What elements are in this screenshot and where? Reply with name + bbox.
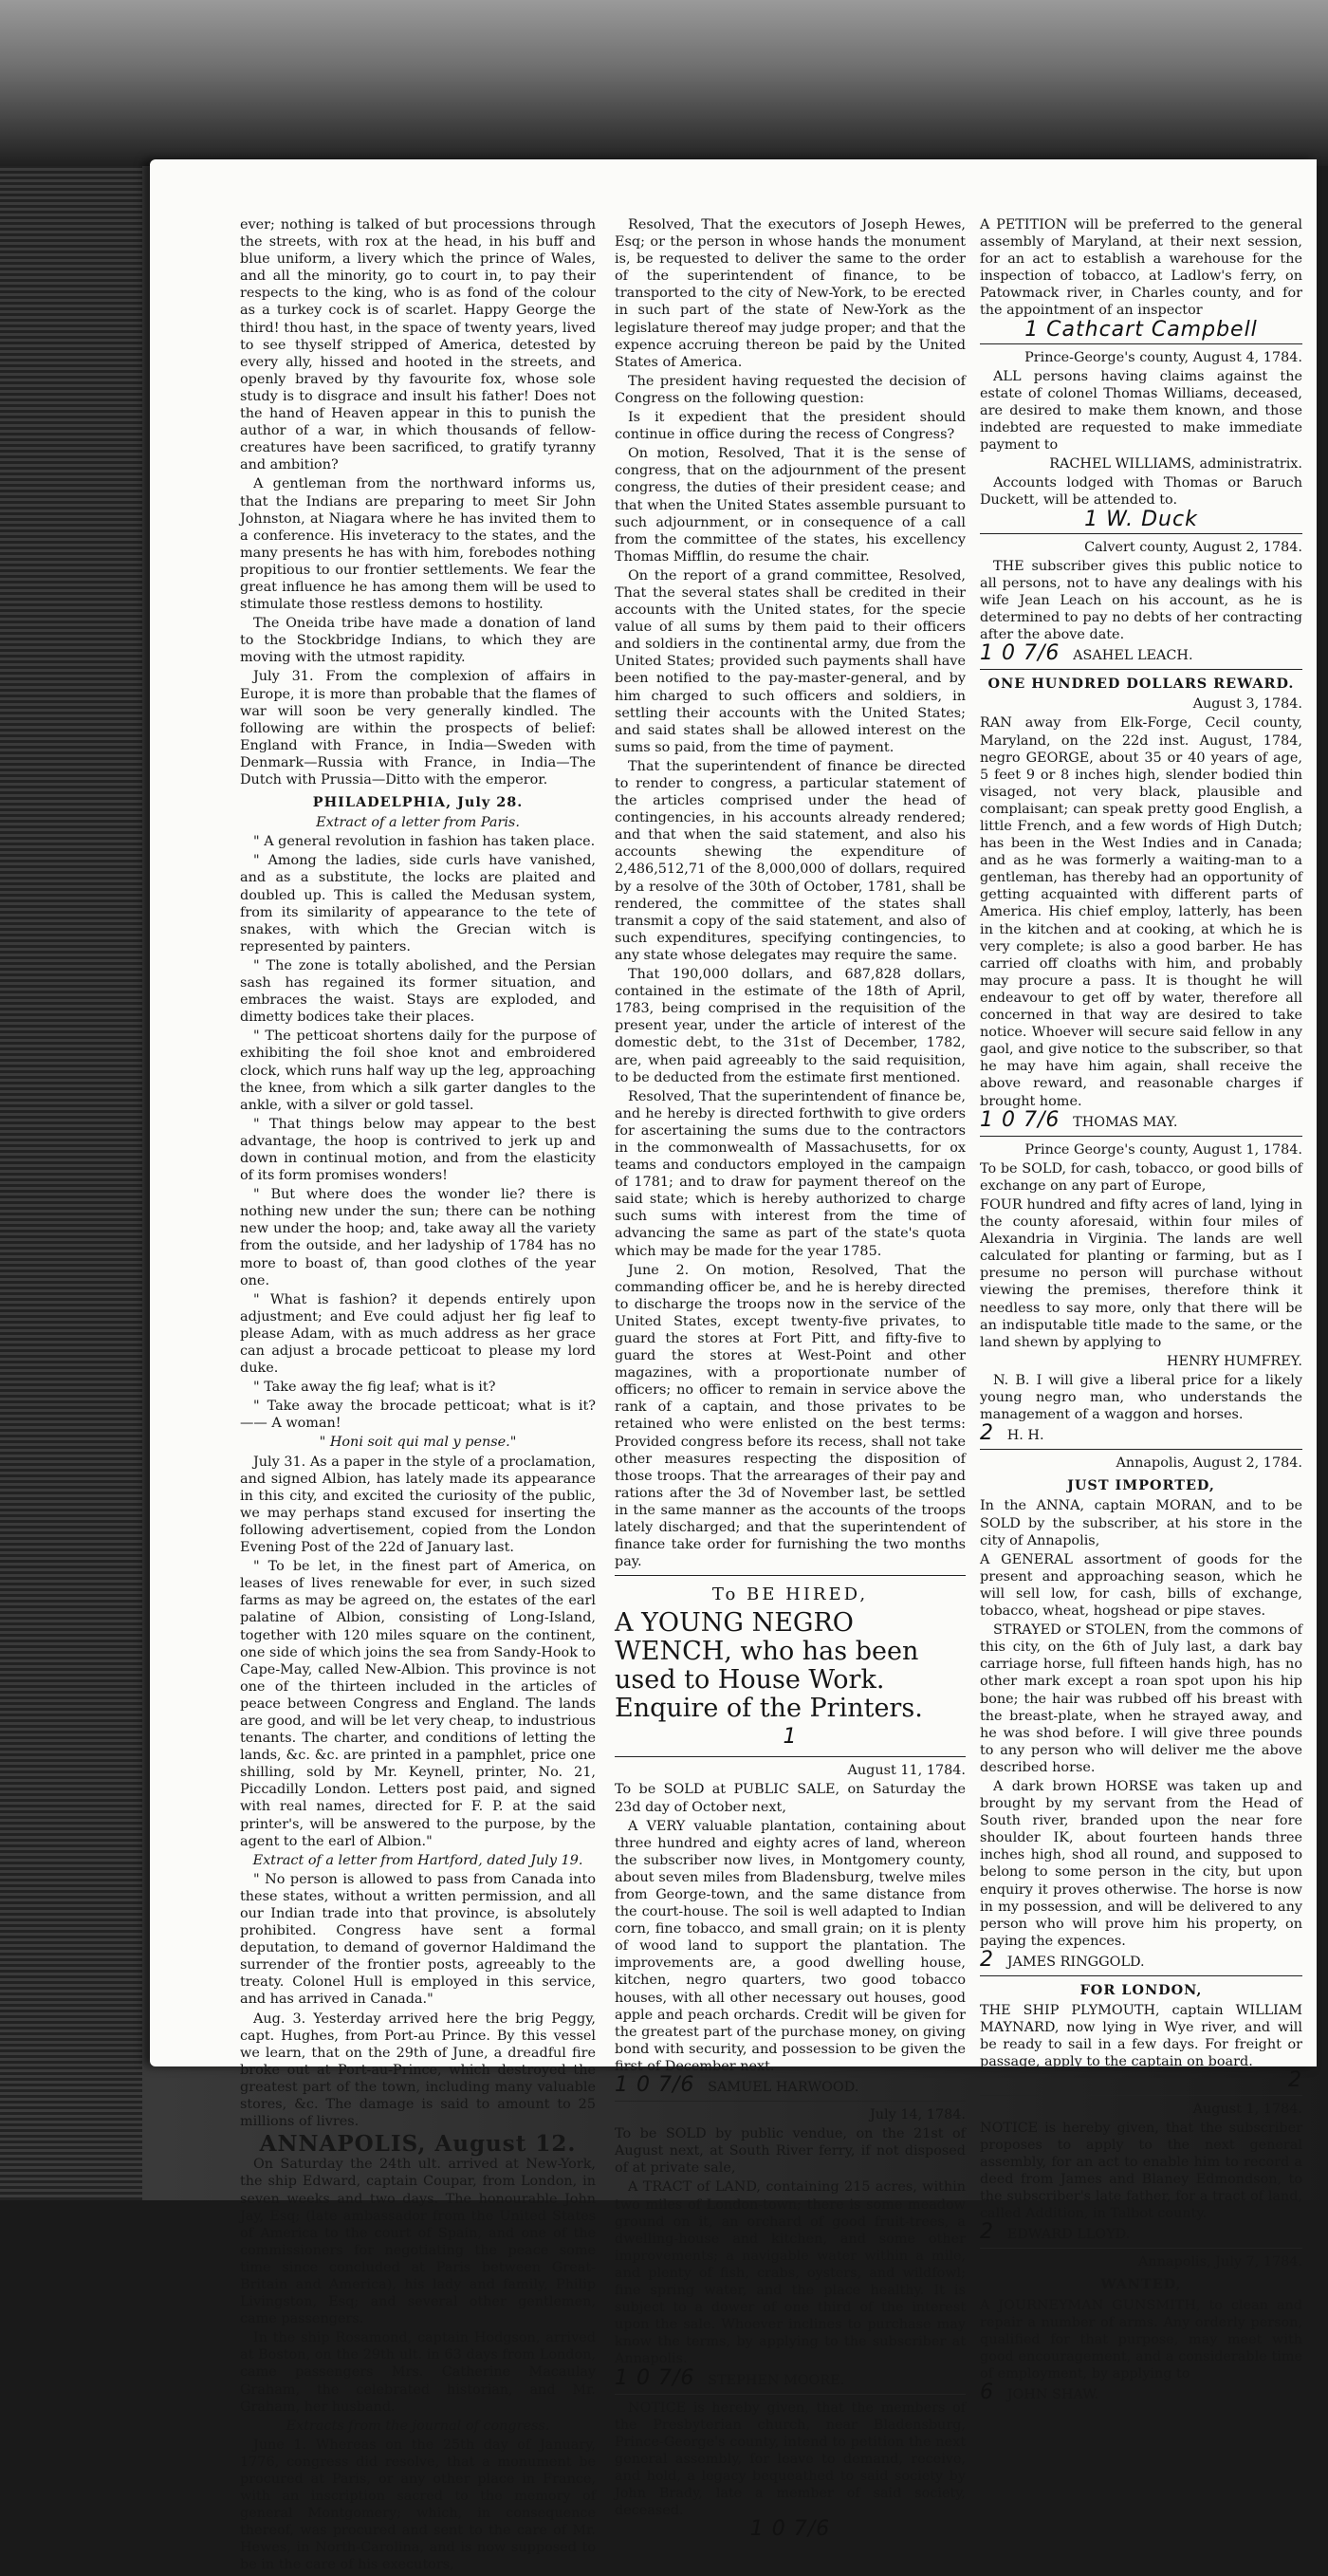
ad-signature-line (980, 2220, 1302, 2245)
hire-advertisement (615, 1581, 966, 1751)
ad-signature-line (980, 2380, 1302, 2404)
ad-body: THE subscriber gives this public notice to all persons, not to have any dealings with his wife Jean Leach on his account, as he is determined to pay no debts of her contracting after the above date. (980, 558, 1302, 643)
handwritten-signature: 1 W. Duck (1084, 507, 1198, 531)
handwritten-mark: 1 0 7/6 (980, 1107, 1061, 1132)
handwritten-mark: 6 (980, 2380, 994, 2404)
ad-date: Prince George's county, August 1, 1784. (1024, 1141, 1302, 1158)
ad-body: N. B. I will give a liberal price for a likely young negro man, who understands the management of a waggon and horses. (980, 1372, 1302, 1423)
handwritten-signature: 1 Cathcart Campbell (1024, 317, 1258, 342)
signature: H. H. (1006, 1428, 1044, 1444)
ad-heading: To be SOLD by public vendue, on the 21st of August next, at South River ferry, if not disposed of at private sale, (615, 2126, 966, 2177)
ad-body: NOTICE is hereby given, that the members of the Presbyterian church, near Bladensburg, Prince-George's county, intend to petition the next general assembly, for leave to demand, receive, and hold, a legacy bequeathed to said society by John Brady, late a member of said society, deceased. (615, 2400, 966, 2519)
divider (980, 533, 1302, 534)
divider (980, 1975, 1302, 1976)
divider (615, 2394, 966, 2395)
subheading: Extract of a letter from Paris. (316, 815, 520, 831)
handwritten-mark: 2 (980, 1947, 994, 1972)
signature: THOMAS MAY. (1073, 1114, 1178, 1130)
handwritten-mark: 1 0 7/6 (749, 2517, 831, 2542)
paragraph: On Saturday the 24th ult. arrived at New-York, the ship Edward, captain Coupar, from London, in seven weeks and two days. The honourable John Jay, Esq; (late ambassador from the United States of America to the court of Spain, and one of the commissioners for negotiating the peace some time since concluded at Paris between Great-Britain and America), his lady and family, Philip Livingston, Esq; and several other gentlemen, came passengers. (240, 2157, 596, 2327)
signature: HENRY HUMFREY. (1166, 1353, 1302, 1369)
paragraph: In the ship Rosamond, captain Hodgson, arrived at Boston, on the 29th ult. in 63 days from London, came passengers Mrs. Catherine Macaulay Graham, the celebrated historian, and Mr. Graham, her husband. (240, 2330, 596, 2415)
ad-body: A JOURNEYMAN GUNSMITH, to clean and repair a number of arms. Any orderly person, qualified for that purpose, may meet with good encouragement, and a considerable time of employment, by applying to (980, 2297, 1302, 2381)
paragraph: " Take away the fig leaf; what is it? (253, 1380, 496, 1396)
paragraph: That 190,000 dollars, and 687,828 dollars, contained in the estimate of the 18th of April, 1783, being comprised in the requisition of the present year, under the article of interest of the domestic debt, to the 31st of December, 1782, are, when paid agreeably to the said requisition, to be deducted from the estimate first mentioned. (615, 967, 966, 1085)
ad-date: July 14, 1784. (869, 2107, 966, 2123)
divider (980, 2248, 1302, 2249)
paragraph: A gentleman from the northward informs us, that the Indians are preparing to meet Sir John Johnston, at Niagara where he has invited them to a conference. His inveteracy to the states, and the many presents he has with him, forebodes nothing propitious to our frontier settlements. We fear the great influence he has among them will be used to stimulate those restless demons to hostility. (240, 476, 596, 613)
paragraph: Is it expedient that the president should continue in office during the recess of Congress? (615, 410, 966, 443)
signature: EDWARD LLOYD. (1006, 2227, 1131, 2243)
paragraph: ever; nothing is talked of but processions through the streets, with rox at the head, in his buff and blue uniform, a livery which the prince of Wales, and all the minority, go to court in, to pay their respects to the king, who is as fond of the colour as a turkey cock is of scarlet. Happy George the third! thou hast, in the space of twenty years, lived to see thyself stripped of America, detested by every ally, hissed and hooted in the streets, and openly braved by thy favourite fox, whose sole study is to disgrace and insult his father! Does not the hand of Heaven appear in this to punish the author of a war, in which thousands of fellow-creatures have been sacrificed, to gratify tyranny and ambition? (240, 217, 596, 473)
paragraph: On motion, Resolved, That it is the sense of congress, that on the adjournment of the present congress, the duties of their president cease; and that when the United States assemble pursuant to such adjournment, or in consequence of a call from the committee of the states, his excellency Thomas Mifflin, do resume the chair. (615, 446, 966, 565)
paragraph: July 31. As a paper in the style of a proclamation, and signed Albion, has lately made its appearance in this city, and excited the curiosity of the public, we may perhaps stand excused for inserting the following advertisement, copied from the London Evening Post of the 22d of January last. (240, 1454, 596, 1556)
ad-body: FOUR hundred and fifty acres of land, lying in the county aforesaid, within four miles of Alexandria in Virginia. The lands are well calculated for planting or farming, but as I presume no person will purchase without viewing the premises, therefore think it needless to say more, only that there will be an indisputable title made to the same, or the land shewn by applying to (980, 1196, 1302, 1350)
divider (980, 2095, 1302, 2096)
ad-signature-line (980, 1107, 1302, 1132)
annapolis-heading: ANNAPOLIS, August 12. (259, 2131, 577, 2158)
handwritten-mark: 2 (1288, 2068, 1302, 2093)
ad-heading: JUST IMPORTED, (1067, 1477, 1215, 1494)
paragraph: " No person is allowed to pass from Canada into these states, without a written permission, and all our Indian trade into that province, is absolutely prohibited. Congress have sent a formal deputation, to demand of governor Haldimand the surrender of the frontier posts, agreeably to the treaty. Colonel Hull is employed in this service, and has arrived in Canada." (240, 1871, 596, 2008)
paragraph: " Take away the brocade petticoat; what is it?—— A woman! (240, 1399, 596, 1432)
ad-body: A VERY valuable plantation, containing about three hundred and eighty acres of land, whereon the subscriber now lives, in Montgomery county, about seven miles from Bladensburg, twelve miles from George-town, and the same distance from the court-house. The soil is well adapted to Indian corn, fine tobacco, and small grain; on it is plenty of wood land to support the plantation. The improvements are, a good dwelling house, kitchen, negro quarters, two good tobacco houses, with all other necessary out houses, good apple and peach orchards. Credit will be given for the greatest part of the purchase money, on giving bond with security, and possession to be given the first of December next. (615, 1818, 966, 2074)
signature: ASAHEL LEACH. (1073, 648, 1193, 664)
paragraph: Aug. 3. Yesterday arrived here the brig Peggy, capt. Hughes, from Port-au Prince. By this vessel we learn, that on the 29th of June, a dreadful fire broke out at Port-au-Prince, which destroyed the greatest part of the town, including many valuable stores, &c. The damage is said to amount to 25 millions of livres. (240, 2011, 596, 2130)
ad-signature-line (615, 2073, 966, 2097)
ad-body: A PETITION will be preferred to the general assembly of Maryland, at their next session, for an act to establish a warehouse for the inspection of tobacco, at Ladlow's ferry, on Patowmack river, in Charles county, and for the appointment of an inspector (980, 217, 1302, 319)
ad-signature-line (980, 1421, 1302, 1446)
divider (615, 2101, 966, 2102)
ad-body: THE SHIP PLYMOUTH, captain WILLIAM MAYNARD, now lying in Wye river, and will be ready to sail in a few days. For freight or passage, apply to the captain on board. (980, 2003, 1302, 2070)
signature: SAMUEL HARWOOD. (708, 2080, 859, 2095)
paragraph: " The zone is totally abolished, and the Persian sash has regained its former situation, and embraces the waist. Stays are exploded, and dimetty bodices take their places. (240, 957, 596, 1026)
handwritten-mark: 2 (980, 2220, 994, 2245)
signature: STEPHEN MOORE. (708, 2372, 845, 2388)
ad-date: August 1, 1784. (1192, 2101, 1302, 2117)
book-top-edge (0, 0, 1328, 166)
handwritten-mark: 2 (980, 1421, 994, 1446)
ad-body: STRAYED or STOLEN, from the commons of this city, on the 6th of July last, a dark bay carriage horse, full fifteen hands high, has no other mark except a roan spot upon his hip bone; the hair was rubbed off his breast with the breast-plate, when he strayed away, and he was shod before. I will give three pounds to any person who will deliver me the above described horse. (980, 1622, 1302, 1775)
ad-body: Accounts lodged with Thomas or Baruch Duckett, will be attended to. (980, 475, 1302, 509)
signature: JOHN SHAW. (1006, 2386, 1099, 2402)
motto: " Honi soit qui mal y pense." (319, 1435, 517, 1451)
ad-date: August 11, 1784. (847, 1763, 966, 1779)
reward-heading: ONE HUNDRED DOLLARS REWARD. (987, 676, 1295, 693)
paragraph: " But where does the wonder lie? there is nothing new under the sun; there can be nothing new under the hoop; and, take away all the variety from the outside, and her ladyship of 1784 has no more to boast of, than good clothes of the year one. (240, 1187, 596, 1288)
column-1 (240, 216, 596, 2576)
ad-heading: FOR LONDON, (1079, 1982, 1203, 1998)
paragraph: " Among the ladies, side curls have vanished, and as a substitute, the locks are plaited and doubled up. This is called the Medusan system, from its similarity of appearance to the tete of snakes, with which the Grecian witch is represented by painters. (240, 853, 596, 954)
paragraph: " That things below may appear to the best advantage, the hoop is contrived to jerk up and down in continual motion, and from the elasticity of its form promises wonders! (240, 1116, 596, 1184)
ad-date: Prince-George's county, August 4, 1784. (1024, 349, 1302, 365)
paragraph: On the report of a grand committee, Resolved, That the several states shall be credited in their accounts with the United states, for the specie value of all sums by them paid to their officers and soldiers in the continental army, due from the United States; provided such payments shall have been notified to the pay-master-general, and by him charged to such officers and soldiers, in settling their accounts with the United States; and said states shall be allowed interest on the sums so paid, from the time of payment. (615, 567, 966, 755)
handwritten-mark: 1 0 7/6 (615, 2073, 695, 2097)
paragraph: The Oneida tribe have made a donation of land to the Stockbridge Indians, to which they are moving with the utmost rapidity. (240, 616, 596, 666)
philadelphia-heading: PHILADELPHIA, July 28. (312, 794, 524, 811)
divider (980, 1136, 1302, 1137)
paragraph: Resolved, That the executors of Joseph Hewes, Esq; or the person in whose hands the monument is, be requested to deliver the same to the order of the superintendent of finance, to be transported to the city of New-York, to be erected in such part of the state of New-York as the legislature thereof may judge proper; and that the expence accruing thereon be paid by the United States of America. (615, 217, 966, 370)
ad-signature-line (615, 2365, 966, 2390)
paragraph: Resolved, That the superintendent of finance be, and he hereby is directed forthwith to give orders for ascertaining the sums due to the contractors in the commonwealth of Massachusetts, for ox teams and conductors employed in the campaign of 1781; and to draw for payment thereof on the said state; which is hereby authorized to charge such sums with interest from the time of advancing the same as part of the state's quota which may be made for the year 1785. (615, 1088, 966, 1259)
ad-signature-line (980, 1947, 1302, 1972)
ad-subheading: In the ANNA, captain MORAN, and to be SOLD by the subscriber, at his store in the city of Annapolis, (980, 1498, 1302, 1548)
handwritten-mark: 1 (783, 1725, 798, 1750)
subheading: Extract of a letter from Hartford, dated July 19. (252, 1852, 583, 1868)
ad-heading: To be SOLD, for cash, tobacco, or good bills of exchange on any part of Europe, (980, 1160, 1302, 1194)
ad-signature-line (980, 641, 1302, 666)
book-left-edge (0, 166, 142, 2200)
subheading: Extracts from the journal of congress. (286, 2418, 550, 2434)
column-2 (615, 216, 966, 2540)
divider (615, 1575, 966, 1576)
ad-heading: WANTED, (1100, 2276, 1182, 2293)
paragraph: " A general revolution in fashion has taken place. (253, 834, 596, 850)
ad-date: Annapolis, July 7, 1784. (1138, 2254, 1302, 2270)
divider (980, 1449, 1302, 1450)
paragraph: July 31. From the complexion of affairs in Europe, it is more than probable that the flames of war will soon be very generally kindled. The following are within the prospects of belief: England with France, in India—Sweden with Denmark—Russia with France, in India—The Dutch with Prussia—Ditto with the emperor. (240, 669, 596, 788)
ad-heading: To be SOLD at PUBLIC SALE, on Saturday the 23d day of October next, (615, 1782, 966, 1815)
signature: RACHEL WILLIAMS, administratrix. (1049, 456, 1302, 473)
signature: JAMES RINGGOLD. (1006, 1954, 1145, 1970)
paragraph: " To be let, in the finest part of America, on leases of lives renewable for ever, in such sized farms as may be agreed on, the estates of the earl palatine of Albion, consisting of Long-Island, together with 120 miles square on the continent, one side of which joins the sea from Sandy-Hook to Cape-May, called New-Albion. This province is not one of the thirteen included in the articles of peace between Congress and England. The lands are good, and will be let very cheap, to industrious tenants. The charter, and conditions of letting the lands, &c. &c. are printed in a pamphlet, price one shilling, sold by Mr. Keynell, printer, No. 21, Piccadilly London. Letters post paid, and signed with real names, directed for F. P. at the said printer's, will be answered to the purpose, by the agent to the earl of Albion." (240, 1559, 596, 1849)
handwritten-mark: 1 0 7/6 (615, 2365, 695, 2390)
divider (980, 669, 1302, 670)
paragraph: " What is fashion? it depends entirely upon adjustment; and Eve could adjust her fig leaf to please Adam, with as much address as her grace can adjust a brocade petticoat to please my lord duke. (240, 1291, 596, 1377)
ad-body: A YOUNG NEGRO WENCH, who has been used to House Work. Enquire of the Printers. (615, 1608, 923, 1724)
ad-heading: To BE HIRED, (711, 1585, 869, 1605)
ad-body: RAN away from Elk-Forge, Cecil county, Maryland, on the 22d inst. August, 1784, negro GEORGE, about 35 or 40 years of age, 5 feet 9 or 8 inches high, slender bodied thin visaged, not very black, plausible and complaisant; can speak pretty good English, a little French, and a few words of High Dutch; has been in the West Indies and in Canada; and as he was formerly a waiting-man to a gentleman, has thereby had an opportunity of getting acquainted with different parts of America. His chief employ, latterly, has been in the kitchen and at cooking, at which he is very complete; is also a good barber. He has carried off cloaths with him, and probably may procure a pass. It is thought he will endeavour to get off by water, therefore all concerned in that way are desired to take notice. Whoever will secure said fellow in any gaol, and give notice to the subscriber, so that he may have him again, shall receive the above reward, and reasonable charges if brought home. (980, 715, 1302, 1109)
ad-body: A dark brown HORSE was taken up and brought by my servant from the Head of South river, branded upon the near fore shoulder IK, about fourteen hands three inches high, shod all round, and supposed to belong to some person in the city, but upon enquiry it proves otherwise. The horse is now in my possession, and will be delivered to any person who will prove him his property, on paying the expences. (980, 1778, 1302, 1949)
paragraph: June 2. On motion, Resolved, That the commanding officer be, and he is hereby directed to discharge the troops now in the service of the United States, except twenty-five privates, to guard the stores at Fort Pitt, and fifty-five to guard the stores at West-Point and other magazines, with a proportionate number of officers; no officer to remain in service above the rank of a captain, and those privates to be retained who were enlisted on the best terms: Provided congress before its recess, shall not take other measures respecting the disposition of those troops. That the arrearages of their pay and rations after the 3d of November last, be settled in the same manner as the accounts of the troops lately discharged; and that the superintendent of finance take order for furnishing the two months pay. (615, 1262, 966, 1570)
column-3 (980, 216, 1302, 2405)
divider (615, 1756, 966, 1757)
divider (980, 343, 1302, 344)
paragraph: The president having requested the decision of Congress on the following question: (615, 373, 966, 406)
ad-body: A TRACT of LAND, containing 215 acres, within two miles of London-town; there is some meadow ground on it, an orchard of good fruit-trees, a dwelling-house and kitchen, and some other improvements; a navigable water within a mile, and plenty of fish, crabs, oysters, and wildfowl; fine spring water, and the place healthy. It is subject to a dower of one third of the interest upon the sale. Whoever inclines to purchase may know the terms, by applying to the subscriber at Annapolis. (615, 2179, 966, 2367)
paragraph: That the superintendent of finance be directed to render to congress, a particular statement of the articles comprised under the head of contingencies, in his accounts already rendered; and that when the said statement, and also his accounts shewing the expenditure of 2,486,512,71 of the 8,000,000 of dollars, required by a resolve of the 30th of October, 1781, shall be rendered, the committee of the states shall transmit a copy of the said statement, and also of such expenditures, specifying contingencies, to any state whose delegates may require the same. (615, 758, 966, 963)
newspaper-page (150, 159, 1317, 2573)
handwritten-mark: 1 0 7/6 (980, 641, 1061, 666)
ad-date: Annapolis, August 2, 1784. (1116, 1455, 1302, 1472)
ad-body: A GENERAL assortment of goods for the present and approaching season, which he will sell low, for cash, bills of exchange, tobacco, wheat, hogshead or pipe staves. (980, 1551, 1302, 1620)
paragraph: " The petticoat shortens daily for the purpose of exhibiting the foil shoe knot and embroidered clock, which runs half way up the leg, approaching the knee, from which a silk garter dangles to the ankle, with a silver or gold tassel. (240, 1029, 596, 1113)
ad-date: Calvert county, August 2, 1784. (1084, 539, 1302, 555)
ad-body: NOTICE is hereby given, that the subscriber proposes to apply to the next general assembly, for an act to enable him to record a deed from James and Blaney Edmondson, to the subscriber's late father, for a tract of land, called Addition, in Talbot county. (980, 2120, 1302, 2222)
ad-body: ALL persons having claims against the estate of colonel Thomas Williams, deceased, are desired to make them known, and those indebted are requested to make immediate payment to (980, 368, 1302, 454)
paragraph: June 1. Whereas on the 25th day of January, 1776, congress did resolve, that a monument be procured at Paris, or any other place in France, with an inscription sacred to the memory of general Montgomery; which, in consequence thereof, was procured and sent to the care of Mr. Hewes, in North-Carolina, and is now supposed to be in the care of his executors, (240, 2437, 596, 2573)
ad-date: August 3, 1784. (1192, 696, 1302, 713)
